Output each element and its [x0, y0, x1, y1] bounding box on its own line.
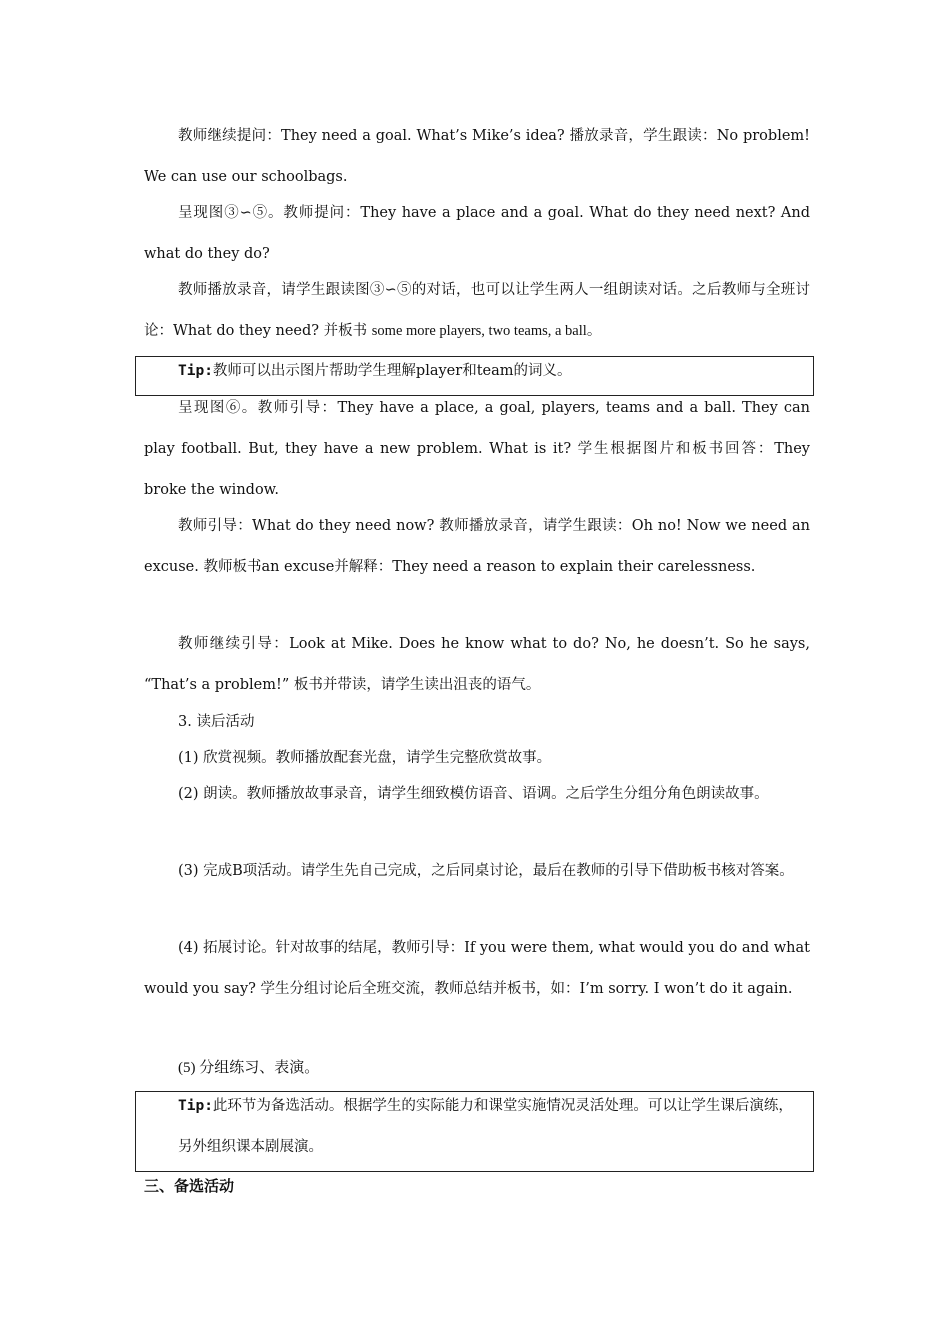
activity-complete-b: (3) 完成B项活动。请学生先自己完成，之后同桌讨论，最后在教师的引导下借助板书核对答案。: [178, 863, 794, 879]
section-heading: 三、备选活动: [144, 1177, 235, 1195]
paragraph-text: 教师播放录音，请学生跟读图③∽⑤的对话，也可以让学生两人一组朗读对话。之后教师与全班讨论：What do they need? 并板书: [144, 282, 810, 339]
paragraph-teacher-question-goal: 教师继续提问：They need a goal. What’s Mike’s idea? 播放录音，学生跟读：No problem! We can use our schoolbags.: [144, 128, 810, 185]
paragraph-text-end: 。: [586, 323, 602, 339]
post-reading-heading: 3. 读后活动: [178, 714, 255, 730]
paragraph-present-pictures-3-5: 呈现图③∽⑤。教师提问：They have a place and a goal. What do they need next? And what do they do?: [144, 205, 810, 262]
paragraph-play-recording: [144, 270, 810, 352]
paragraph-present-picture-6: 呈现图⑥。教师引导：They have a place, a goal, players, teams and a ball. They can play football. But, they have a new problem. What is it? 学生根据图片和板书回答：They broke the window.: [144, 400, 810, 498]
activity-extended-discussion: (4) 拓展讨论。针对故事的结尾，教师引导：If you were them, what would you do and what would you say? 学生分组讨论后全班交流，教师总结并板书，如：I’m sorry. I won’t do it again.: [144, 940, 810, 997]
tip-text: 此环节为备选活动。根据学生的实际能力和课堂实施情况灵活处理。可以让学生课后演练，另外组织课本剧展演。: [178, 1098, 793, 1155]
board-writing-text: some more players, two teams, a ball: [371, 323, 587, 339]
activity-watch-video: (1) 欣赏视频。教师播放配套光盘，请学生完整欣赏故事。: [178, 750, 552, 766]
paragraph-need-excuse: 教师引导：What do they need now? 教师播放录音，请学生跟读：Oh no! Now we need an excuse. 教师板书an excuse并解释：They need a reason to explain their carelessness.: [144, 518, 810, 575]
tip-label: Tip:: [178, 1098, 213, 1114]
tip-box-optional-activity: [135, 1091, 814, 1172]
tip-label: Tip:: [178, 363, 213, 379]
activity-read-aloud: (2) 朗读。教师播放故事录音，请学生细致模仿语音、语调。之后学生分组分角色朗读故事。: [178, 786, 769, 802]
tip-text: 教师可以出示图片帮助学生理解player和team的词义。: [212, 363, 572, 379]
activity-group-practice: (5) 分组练习、表演。: [178, 1060, 320, 1076]
paragraph-look-at-mike: 教师继续引导：Look at Mike. Does he know what to do? No, he doesn’t. So he says, “That’s a problem!” 板书并带读，请学生读出沮丧的语气。: [144, 636, 810, 693]
